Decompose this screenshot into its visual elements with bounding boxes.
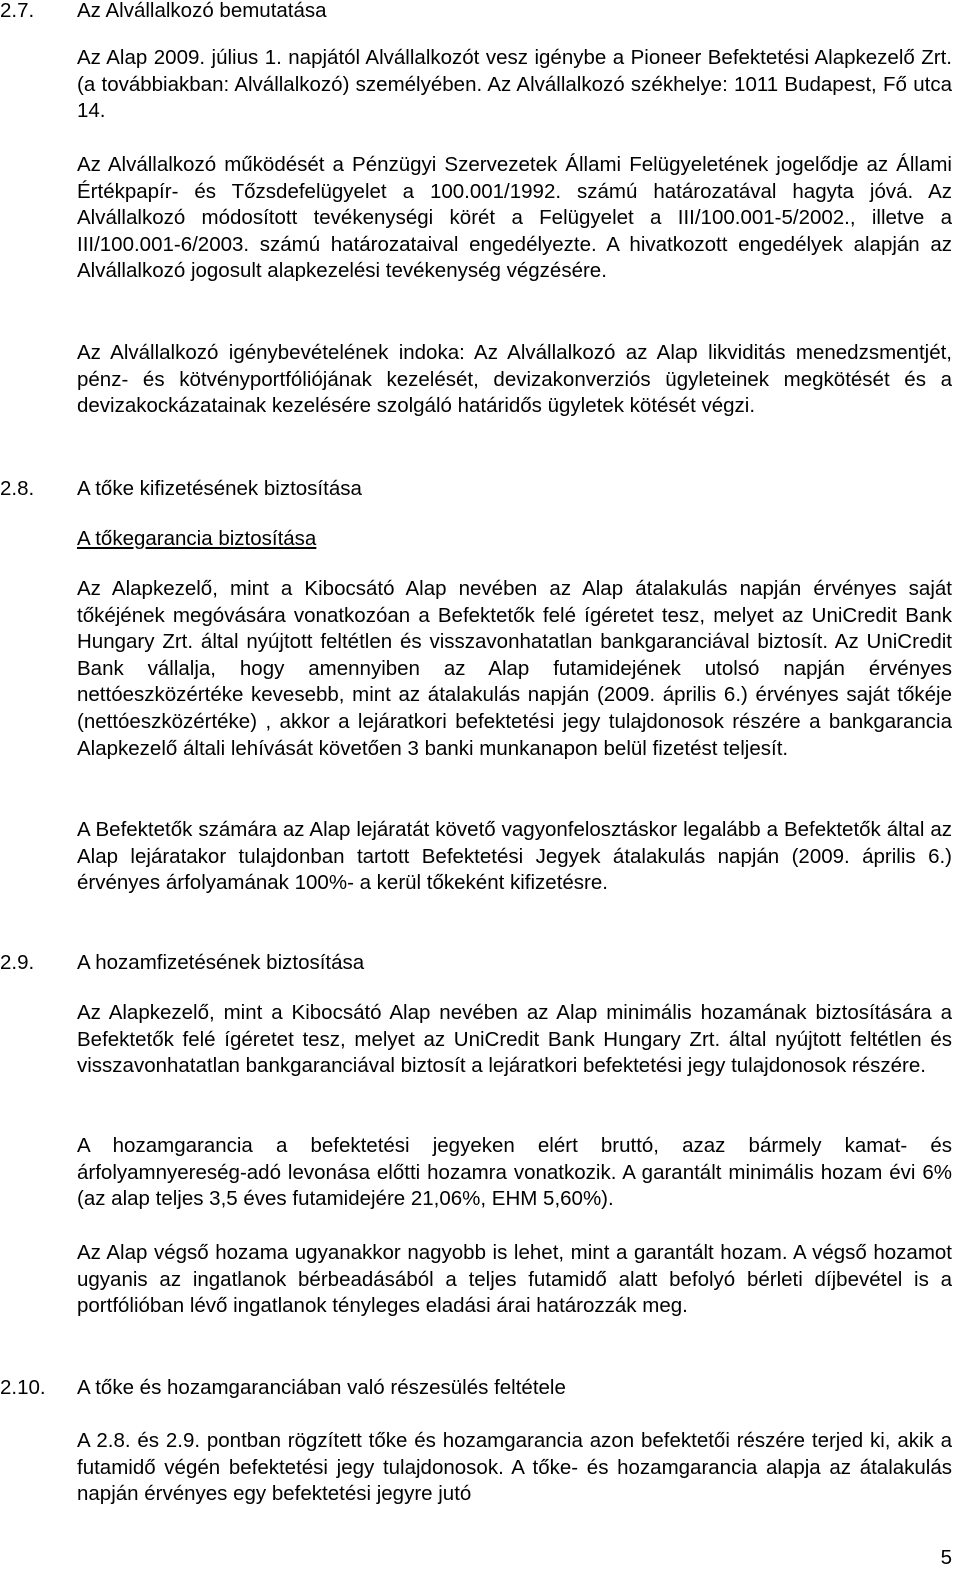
paragraph: A Befektetők számára az Alap lejáratát követő vagyonfelosztáskor legalább a Befektetők által az Alap lejáratakor tulajdonban tartott Befektetési Jegyek átalakulás napján (2009. április 6.) érvényes árfolyamának 100%- a kerül tőkeként kifizetésre. — [77, 818, 952, 895]
section-title: A tőke és hozamgaranciában való részesülés feltétele — [77, 1376, 566, 1399]
paragraph: Az Alap végső hozama ugyanakkor nagyobb is lehet, mint a garantált hozam. A végső hozamot ugyanis az ingatlanok bérbeadásából a teljes futamidő alatt befolyó bérleti díjbevétel is a portfólióban lévő ingatlanok tényleges eladási árai határozzák meg. — [77, 1241, 952, 1318]
section-number: 2.7. — [0, 0, 35, 22]
paragraph: Az Alapkezelő, mint a Kibocsátó Alap nevében az Alap átalakulás napján érvényes saját tőkéjének megóvására vonatkozóan a Befektetők felé ígéretet tesz, melyet az UniCredit Bank Hungary Zrt. által nyújtott feltétlen és visszavonhatatlan bankgaranciával biztosít. Az UniCredit Bank vállalja, hogy amennyiben az Alap futamidejének utolsó napján érvényes nettóeszközértéke kevesebb, mint az átalakulás napján (2009. április 6.) érvényes saját tőkéje (nettóeszközértéke) , akkor a lejáratkori befektetési jegy tulajdonosok részére a bankgarancia Alapkezelő általi lehívását követően 3 banki munkanapon belül fizetést teljesít. — [77, 577, 952, 760]
section-number: 2.8. — [0, 477, 35, 500]
subheading: A tőkegarancia biztosítása — [77, 527, 317, 550]
paragraph: A hozamgarancia a befektetési jegyeken elért bruttó, azaz bármely kamat- és árfolyamnyereség-adó levonása előtti hozamra vonatkozik. A garantált minimális hozam évi 6% (az alap teljes 3,5 éves futamidejére 21,06%, EHM 5,60%). — [77, 1134, 952, 1211]
section-title: A hozamfizetésének biztosítása — [77, 951, 365, 974]
page-number: 5 — [940, 1546, 952, 1569]
paragraph: A 2.8. és 2.9. pontban rögzített tőke és hozamgarancia azon befektetői részére terjed ki, akik a futamidő végén befektetési jegy tulajdonosok. A tőke- és hozamgarancia alapja az átalakulás napján érvényes egy befektetési jegyre jutó — [77, 1429, 952, 1506]
section-title: Az Alvállalkozó bemutatása — [77, 0, 327, 22]
paragraph: Az Alvállalkozó működését a Pénzügyi Szervezetek Állami Felügyeletének jogelődje az Állami Értékpapír- és Tőzsdefelügyelet a 100.001/1992. számú határozatával hagyta jóvá. Az Alvállalkozó módosított tevékenységi körét a Felügyelet a III/100.001-5/2002., illetve a III/100.001-6/2003. számú határozataival engedélyezte. A hivatkozott engedélyek alapján az Alvállalkozó jogosult alapkezelési tevékenység végzésére. — [77, 153, 952, 283]
paragraph: Az Alap 2009. július 1. napjától Alvállalkozót vesz igénybe a Pioneer Befektetési Alapkezelő Zrt. (a továbbiakban: Alvállalkozó) személyében. Az Alvállalkozó székhelye: 1011 Budapest, Fő utca 14. — [77, 46, 952, 123]
paragraph: Az Alvállalkozó igénybevételének indoka: Az Alvállalkozó az Alap likviditás menedzsmentjét, pénz- és kötvényportfóliójának kezelését, devizakonverziós ügyleteinek megkötését és a devizakockázatainak kezelésére szolgáló határidős ügyletek kötését végzi. — [77, 341, 952, 418]
section-number: 2.10. — [0, 1376, 46, 1399]
paragraph: Az Alapkezelő, mint a Kibocsátó Alap nevében az Alap minimális hozamának biztosítására a Befektetők felé ígéretet tesz, melyet az UniCredit Bank Hungary Zrt. által nyújtott feltétlen és visszavonhatatlan bankgaranciával biztosít a lejáratkori befektetési jegy tulajdonosok részére. — [77, 1001, 952, 1078]
section-number: 2.9. — [0, 951, 35, 974]
section-title: A tőke kifizetésének biztosítása — [77, 477, 362, 500]
